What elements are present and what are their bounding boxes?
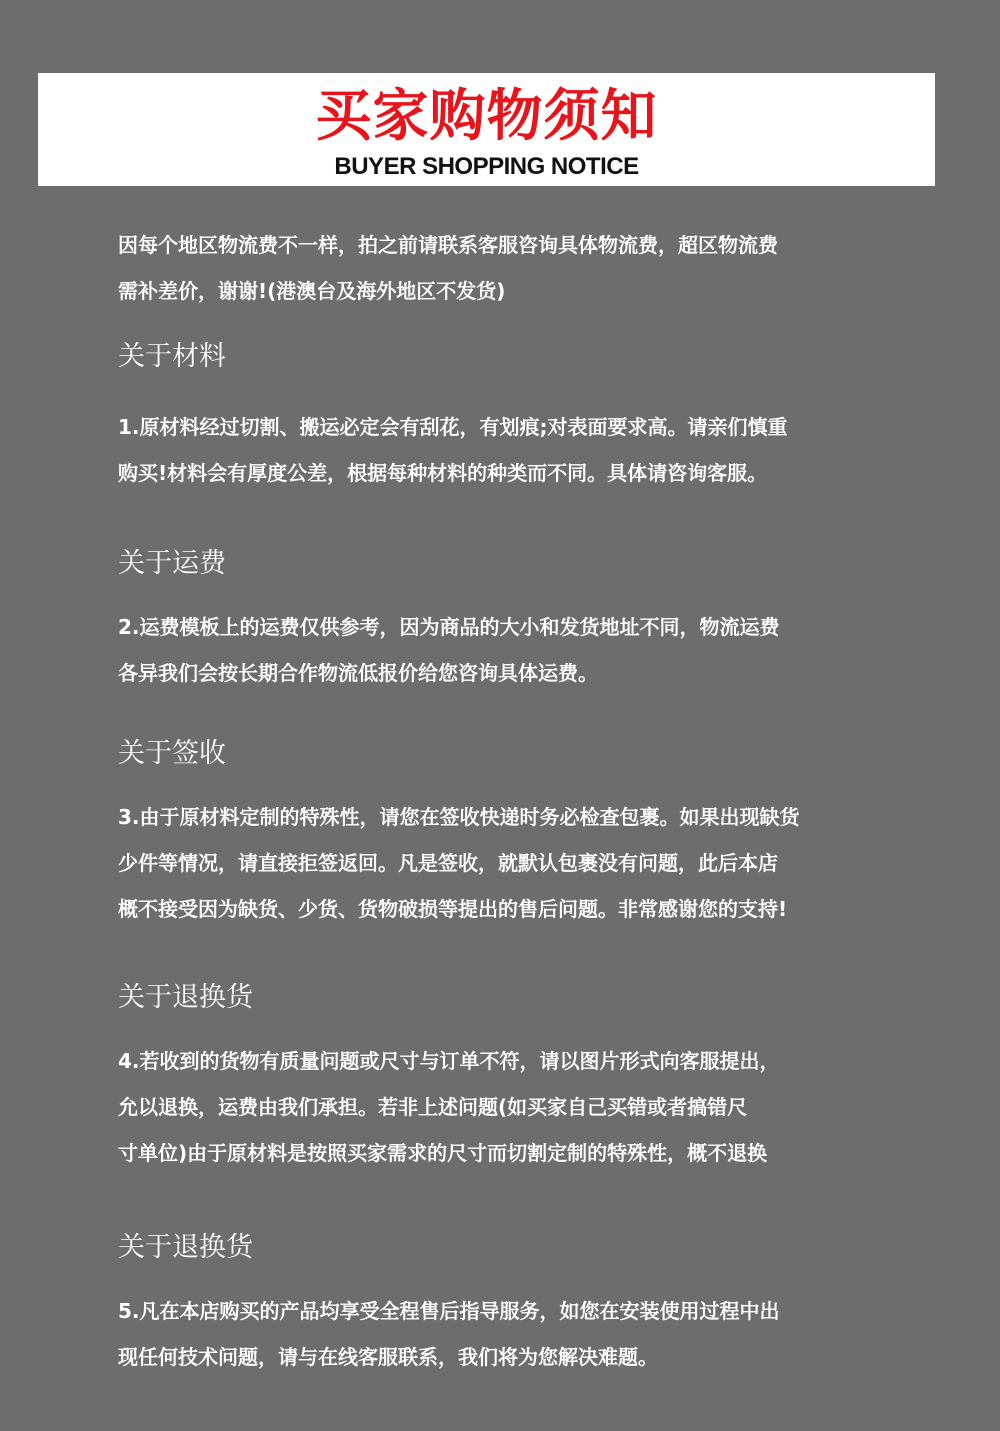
section-title: 关于退换货: [118, 1232, 253, 1263]
intro-paragraph: [118, 222, 908, 314]
text-line: 寸单位)由于原材料是按照买家需求的尺寸而切割定制的特殊性，概不退换: [118, 1141, 768, 1165]
text-line: 各异我们会按长期合作物流低报价给您咨询具体运费。: [118, 661, 598, 685]
text-line: 4.若收到的货物有质量问题或尺寸与订单不符，请以图片形式向客服提出，: [118, 1049, 780, 1073]
text-line: 2.运费模板上的运费仅供参考，因为商品的大小和发货地址不同，物流运费: [118, 615, 780, 639]
text-line: 购买!材料会有厚度公差，根据每种材料的种类而不同。具体请咨询客服。: [118, 461, 768, 485]
text-line: 因每个地区物流费不一样，拍之前请联系客服咨询具体物流费，超区物流费: [118, 233, 778, 257]
page-subtitle: BUYER SHOPPING NOTICE: [334, 153, 639, 180]
section-after-sales: [118, 1228, 908, 1380]
text-line: 概不接受因为缺货、少货、货物破损等提出的售后问题。非常感谢您的支持!: [118, 897, 788, 921]
page-title: 买家购物须知: [315, 84, 658, 149]
section-body: [118, 1038, 908, 1176]
text-line: 现任何技术问题，请与在线客服联系，我们将为您解决难题。: [118, 1345, 658, 1369]
section-body: [118, 604, 908, 696]
section-title: 关于材料: [118, 341, 226, 372]
section-body: [118, 794, 908, 932]
text-line: 需补差价，谢谢!(港澳台及海外地区不发货): [118, 279, 506, 303]
text-line: 1.原材料经过切割、搬运必定会有刮花，有划痕;对表面要求高。请亲们慎重: [118, 415, 788, 439]
section-body: [118, 1288, 908, 1380]
text-line: 允以退换，运费由我们承担。若非上述问题(如买家自己买错或者搞错尺: [118, 1095, 748, 1119]
section-title: 关于退换货: [118, 982, 253, 1013]
section-materials: [118, 337, 908, 496]
text-line: 3.由于原材料定制的特殊性，请您在签收快递时务必检查包裹。如果出现缺货: [118, 805, 800, 829]
text-line: 少件等情况，请直接拒签返回。凡是签收，就默认包裹没有问题，此后本店: [118, 851, 778, 875]
section-body: [118, 404, 908, 496]
section-shipping: [118, 544, 908, 696]
section-title: 关于运费: [118, 548, 226, 579]
header-banner: [38, 73, 935, 186]
section-receipt: [118, 734, 908, 932]
text-line: 5.凡在本店购买的产品均享受全程售后指导服务，如您在安装使用过程中出: [118, 1299, 780, 1323]
section-title: 关于签收: [118, 738, 226, 769]
intro-paragraph-text: [118, 222, 908, 314]
section-returns: [118, 978, 908, 1176]
